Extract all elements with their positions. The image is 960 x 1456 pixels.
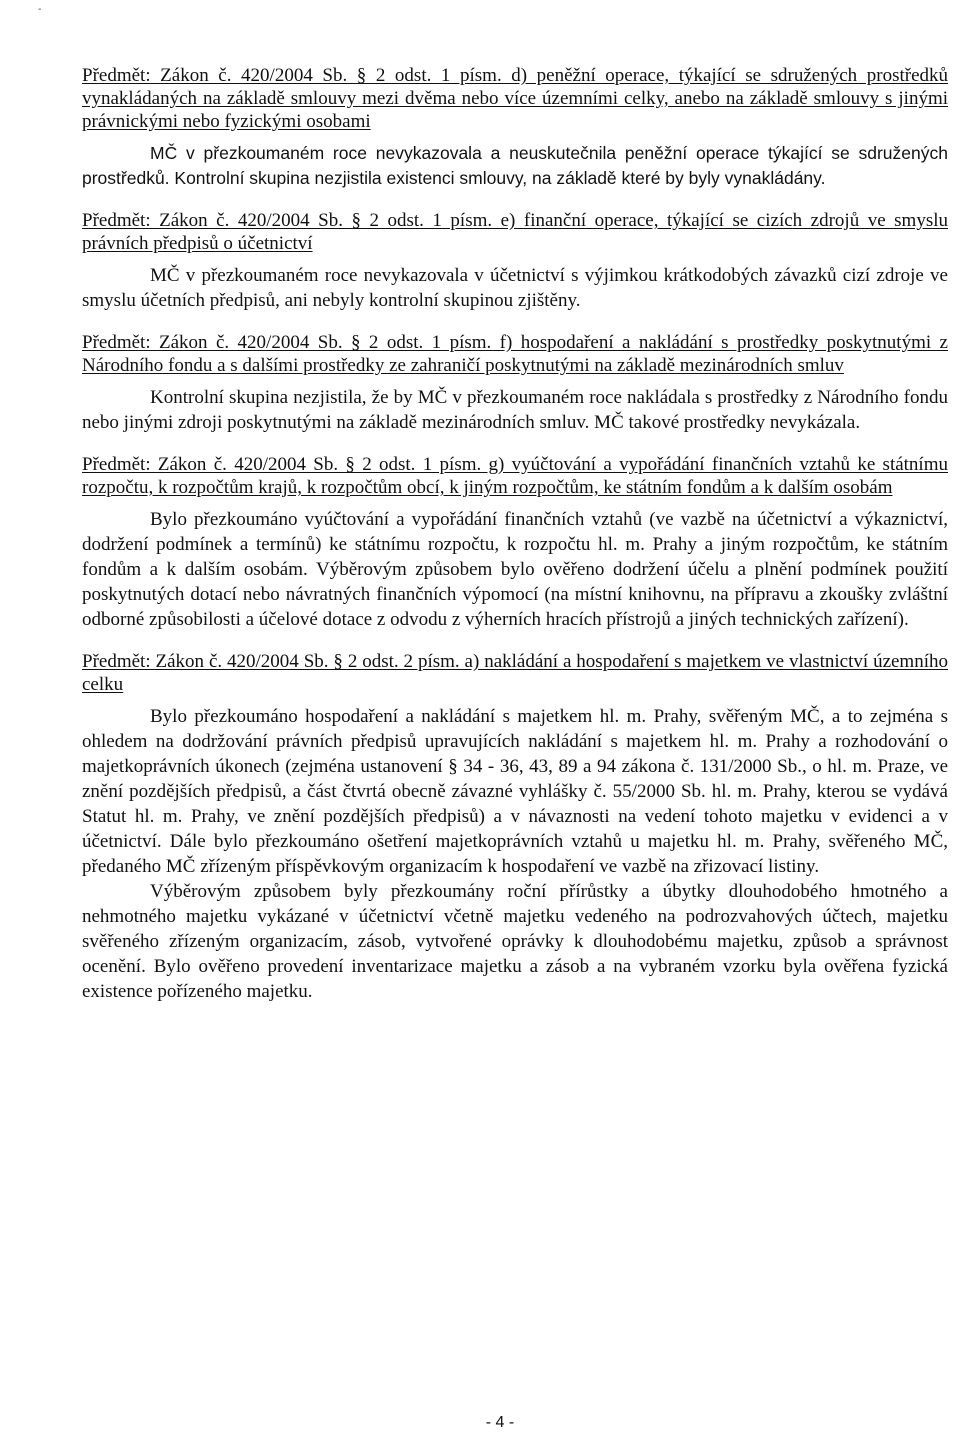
- section-paragraph: MČ v přezkoumaném roce nevykazovala a neuskutečnila peněžní operace týkající se sdružených prostředků. Kontrolní skupina nezjistila existenci smlouvy, na základě které by byly vynakládány.: [82, 143, 948, 188]
- section-paragraph: Výběrovým způsobem byly přezkoumány roční přírůstky a úbytky dlouhodobého hmotného a nehmotného majetku vykázané v účetnictví včetně majetku vedeného na podrozvahových účtech, majetku svěřeného zřízeným organizacím, zásob, vytvořené oprávky k dlouhodobému majetku, způsob a správnost ocenění. Bylo ověřeno provedení inventarizace majetku a zásob a na vybraném vzorku byla ověřena fyzická existence pořízeného majetku.: [82, 881, 948, 1002]
- section-paragraph: MČ v přezkoumaném roce nevykazovala v účetnictví s výjimkou krátkodobých závazků cizí zdroje ve smyslu účetních předpisů, ani nebyly kontrolní skupinou zjištěny.: [82, 265, 948, 311]
- section-subject-f: [82, 331, 948, 435]
- section-heading: Předmět: Zákon č. 420/2004 Sb. § 2 odst. 1 písm. d) peněžní operace, týkající se sdružených prostředků vynakládaných na základě smlouvy mezi dvěma nebo více územními celky, anebo na základě smlouvy s jinými právnickými nebo fyzickými osobami: [82, 65, 948, 132]
- document-page: [82, 64, 948, 1022]
- section-subject-e: [82, 209, 948, 313]
- section-paragraph: Bylo přezkoumáno hospodaření a nakládání s majetkem hl. m. Prahy, svěřeným MČ, a to zejména s ohledem na dodržování právních předpisů upravujících nakládání s majetkem hl. m. Prahy a rozhodování o majetkoprávních úkonech (zejména ustanovení § 34 - 36, 43, 89 a 94 zákona č. 131/2000 Sb., o hl. m. Praze, ve znění pozdějších předpisů, a část čtvrtá obecně závazné vyhlášky č. 55/2000 Sb. hl. m. Prahy, kterou se vydává Statut hl. m. Prahy, ve znění pozdějších předpisů) a v návaznosti na vedení tohoto majetku v evidenci a v účetnictví. Dále bylo přezkoumáno ošetření majetkoprávních vztahů u majetku hl. m. Prahy, svěřeného MČ, předaného MČ zřízeným příspěvkovým organizacím k hospodaření ve vazbě na zřizovací listiny.: [82, 706, 948, 877]
- section-subject-g: [82, 453, 948, 632]
- section-paragraph: Kontrolní skupina nezjistila, že by MČ v přezkoumaném roce nakládala s prostředky z Národního fondu nebo jinými zdroji poskytnutými na základě mezinárodních smluv. MČ takové prostředky nevykázala.: [82, 387, 948, 433]
- page-number: - 4 -: [485, 1414, 515, 1431]
- section-subject-2a: [82, 650, 948, 1004]
- scan-corner-mark: -: [38, 4, 42, 15]
- section-heading: Předmět: Zákon č. 420/2004 Sb. § 2 odst. 1 písm. g) vyúčtování a vypořádání finančních vztahů ke státnímu rozpočtu, k rozpočtům krajů, k rozpočtům obcí, k jiným rozpočtům, ke státním fondům a k dalším osobám: [82, 454, 948, 498]
- section-heading: Předmět: Zákon č. 420/2004 Sb. § 2 odst. 1 písm. f) hospodaření a nakládání s prostředky poskytnutými z Národního fondu a s dalšími prostředky ze zahraničí poskytnutými na základě mezinárodních smluv: [82, 332, 948, 376]
- section-heading: Předmět: Zákon č. 420/2004 Sb. § 2 odst. 2 písm. a) nakládání a hospodaření s majetkem ve vlastnictví územního celku: [82, 651, 948, 695]
- section-subject-d: [82, 64, 948, 191]
- section-heading: Předmět: Zákon č. 420/2004 Sb. § 2 odst. 1 písm. e) finanční operace, týkající se cizích zdrojů ve smyslu právních předpisů o účetnictví: [82, 210, 948, 254]
- section-paragraph: Bylo přezkoumáno vyúčtování a vypořádání finančních vztahů (ve vazbě na účetnictví a výkaznictví, dodržení podmínek a termínů) ke státnímu rozpočtu, k rozpočtu hl. m. Prahy a jiným rozpočtům, ke státním fondům a k dalším osobám. Výběrovým způsobem bylo ověřeno dodržení účelu a plnění podmínek použití poskytnutých dotací nebo návratných finančních výpomocí (na místní knihovnu, na přípravu a zkoušky zvláštní odborné způsobilosti a účelové dotace z odvodu z výherních hracích přístrojů a jiných technických zařízení).: [82, 509, 948, 630]
